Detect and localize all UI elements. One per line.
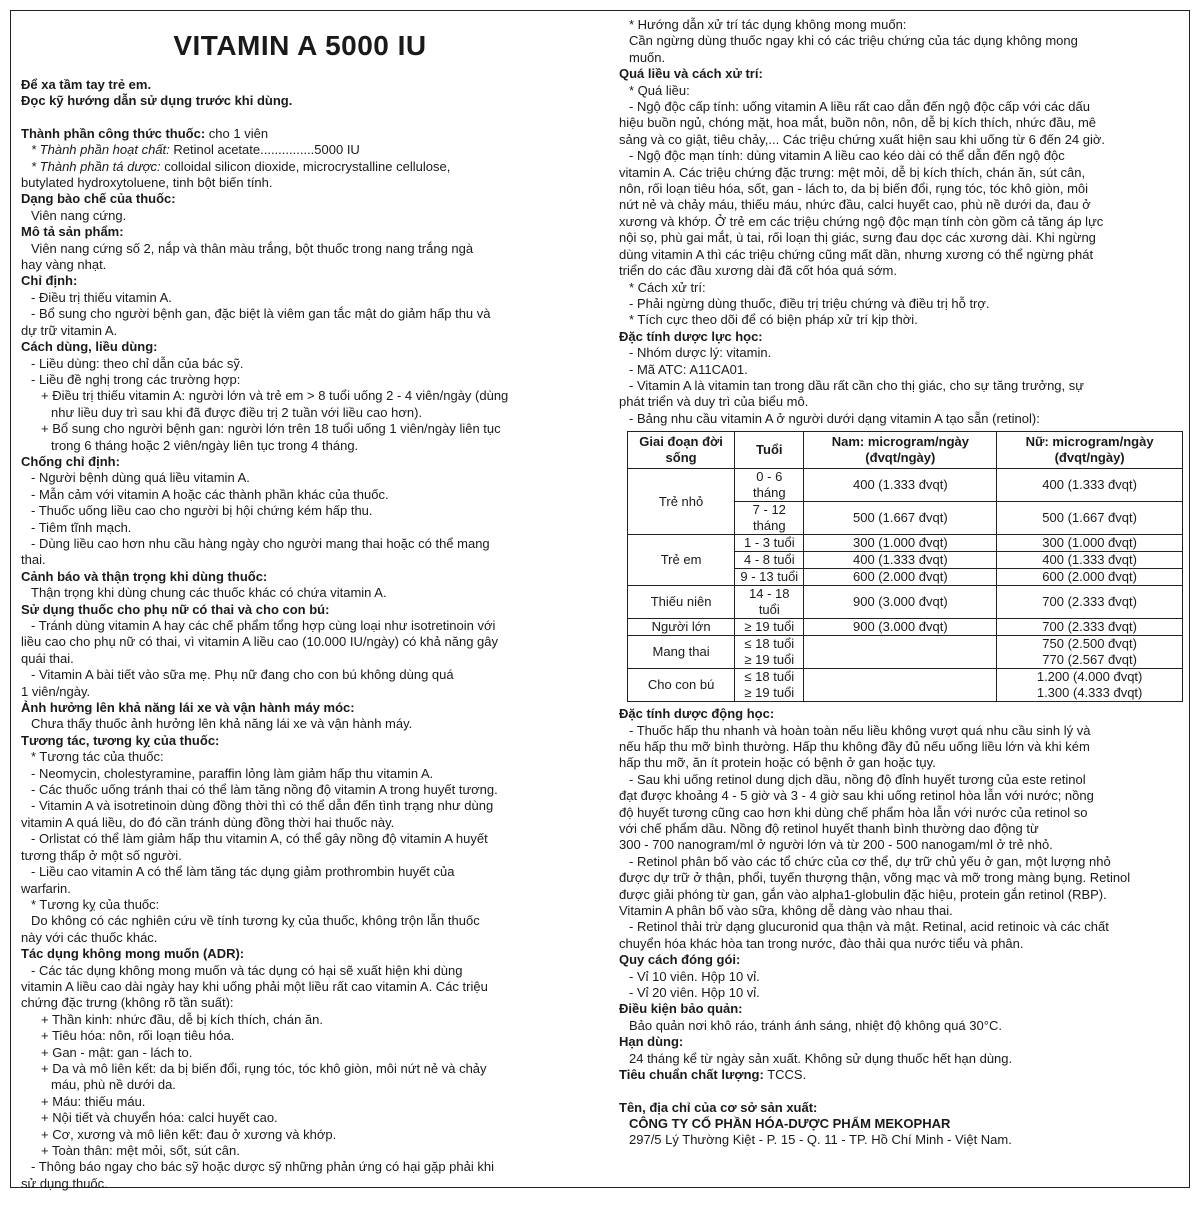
adr-management-subheading: * Hướng dẫn xử trí tác dụng không mong muốn:: [629, 17, 907, 32]
age-cell: 1 - 3 tuổi: [735, 535, 804, 552]
quality-standard-heading: Tiêu chuẩn chất lượng:: [619, 1067, 764, 1083]
female-cell: 300 (1.000 đvqt): [997, 535, 1183, 552]
adverse-effect-subitem: + Tiêu hóa: nôn, rối loạn tiêu hóa.: [41, 1028, 235, 1044]
pharmacokinetics-item-continued: hấp thu mỡ, ăn ít protein hoặc có bệnh ở gan hoặc tụy.: [619, 755, 936, 771]
pharmacodynamics-heading: Đặc tính dược lực học:: [619, 328, 763, 344]
header-stage: Giai đoạn đời sống: [628, 432, 735, 469]
treatment-item: * Tích cực theo dõi để có biện pháp xử trí kịp thời.: [629, 312, 918, 328]
pharmacokinetics-item: - Thuốc hấp thu nhanh và hoàn toàn nếu liều không vượt quá nhu cầu sinh lý và: [629, 722, 1091, 738]
left-column: [11, 11, 589, 1198]
dosage-form-heading: Dạng bào chế của thuốc:: [21, 191, 176, 207]
document-title: VITAMIN A 5000 IU: [173, 30, 427, 61]
indication-item: - Bổ sung cho người bệnh gan, đặc biệt là viêm gan tắc mật do giảm hấp thu và: [31, 306, 491, 322]
adverse-effect-subitem-continued: máu, phù nề dưới da.: [51, 1077, 176, 1093]
stage-cell: Trẻ nhỏ: [628, 469, 735, 535]
pharmacokinetics-heading: Đặc tính dược động học:: [619, 706, 775, 722]
age-value: ≤ 18 tuổi: [744, 669, 795, 685]
indications-heading: Chỉ định:: [21, 273, 78, 289]
shelf-life-text: 24 tháng kể từ ngày sản xuất. Không sử dụng thuốc hết hạn dùng.: [629, 1050, 1013, 1066]
female-cell: 700 (2.333 đvqt): [997, 586, 1183, 619]
composition-heading: Thành phần công thức thuốc:: [21, 125, 206, 141]
table-row: [628, 535, 1183, 552]
female-value: 770 (2.567 đvqt): [1042, 652, 1137, 668]
header-age: Tuổi: [735, 432, 804, 469]
adr-management-text: Cần ngừng dùng thuốc ngay khi có các triệu chứng của tác dụng không mong: [629, 33, 1078, 49]
interaction-item-continued: warfarin.: [21, 880, 71, 896]
overdose-heading: Quá liều và cách xử trí:: [619, 66, 763, 82]
female-cell: [997, 669, 1183, 702]
manufacturer-name: CÔNG TY CỔ PHẦN HÓA-DƯỢC PHẨM MEKOPHAR: [629, 1115, 951, 1131]
age-cell: ≥ 19 tuổi: [735, 619, 804, 636]
active-ingredient-value: Retinol acetate...............5000 IU: [169, 142, 360, 158]
age-cell: 0 - 6 tháng: [735, 469, 804, 502]
overdose-item-continued: nứt nẻ và chảy máu, thiếu máu, nhức đầu, calci huyết cao, phù nề dưới da, đau ở: [619, 197, 1091, 213]
quality-standard-value: TCCS.: [763, 1067, 807, 1083]
stage-cell: Thiếu niên: [628, 586, 735, 619]
adverse-effect-item-continued: sử dụng thuốc.: [21, 1175, 108, 1191]
overdose-item-continued: xương và khớp. Ở trẻ em các triệu chứng ngộ độc mạn tính còn gồm cả tăng áp lực: [619, 213, 1104, 229]
age-cell: [735, 636, 804, 669]
composition-line: [21, 126, 579, 142]
interaction-item: - Neomycin, cholestyramine, paraffin lỏng làm giảm hấp thu vitamin A.: [31, 765, 434, 781]
pharmacokinetics-item-continued: độ huyết tương cũng cao hơn khi dùng chế phẩm hòa lẫn với nước của retinol so: [619, 804, 1088, 820]
female-cell: 500 (1.667 đvqt): [997, 502, 1183, 535]
interaction-item-continued: vitamin A quá liều, do đó cần tránh dùng đồng thời hai thuốc này.: [21, 814, 395, 830]
table-row: [628, 636, 1183, 669]
male-cell: 600 (2.000 đvqt): [804, 569, 997, 586]
contraindication-item-continued: thai.: [21, 552, 46, 568]
pharmacokinetics-item-continued: với chế phẩm dầu. Nồng độ retinol huyết thanh bình thường dao động từ: [619, 821, 1039, 836]
incompatibility-text-continued: này với các thuốc khác.: [21, 929, 158, 945]
contraindication-item: - Tiêm tĩnh mạch.: [31, 519, 132, 535]
pharmacokinetics-item-continued: được giải phóng từ gan, gắn vào alpha1-globulin đặc hiệu, protein gắn retinol (RBP).: [619, 886, 1107, 902]
female-value: 1.300 (4.333 đvqt): [1036, 685, 1143, 701]
table-row: [628, 619, 1183, 636]
treatment-item: - Phải ngừng dùng thuốc, điều trị triệu chứng và điều trị hỗ trợ.: [629, 295, 990, 311]
dosage-subitem: + Bổ sung cho người bệnh gan: người lớn trên 18 tuổi uống 1 viên/ngày liên tục: [41, 421, 501, 437]
adverse-effect-subitem: + Thần kinh: nhức đầu, dễ bị kích thích, chán ăn.: [41, 1011, 324, 1027]
excipient-label: * Thành phần tá dược:: [31, 158, 161, 174]
stage-cell: Trẻ em: [628, 535, 735, 586]
pharmacokinetics-item-continued: đạt được khoảng 4 - 5 giờ và 3 - 4 giờ sau khi uống retinol hòa lẫn với nước; nồng: [619, 788, 1094, 804]
pregnancy-item-continued: liều cao cho phụ nữ có thai, vì vitamin A liều cao (10.000 IU/ngày) có khả năng gây: [21, 634, 498, 650]
adverse-effects-heading: Tác dụng không mong muốn (ADR):: [21, 946, 245, 962]
male-cell: [804, 669, 997, 702]
interactions-subheading: * Tương tác của thuốc:: [31, 749, 164, 765]
pregnancy-item-continued: quái thai.: [21, 650, 74, 666]
age-value: ≥ 19 tuổi: [744, 652, 795, 668]
manufacturer-heading: Tên, địa chỉ của cơ sở sản xuất:: [619, 1099, 818, 1115]
male-cell: 900 (3.000 đvqt): [804, 619, 997, 636]
incompatibility-subheading: * Tương kỵ của thuốc:: [31, 896, 160, 912]
description-text: Viên nang cứng số 2, nắp và thân màu trắng, bột thuốc trong nang trắng ngà: [31, 240, 474, 256]
indication-item-continued: dự trữ vitamin A.: [21, 322, 118, 338]
adverse-effect-item-continued: vitamin A liều cao dài ngày hay khi uống phải một liều rất cao vitamin A. Các triệu: [21, 978, 488, 994]
female-cell: 400 (1.333 đvqt): [997, 469, 1183, 502]
male-cell: 300 (1.000 đvqt): [804, 535, 997, 552]
pharmacodynamics-item: - Bảng nhu cầu vitamin A ở người dưới dạng vitamin A tạo sẵn (retinol):: [629, 410, 1040, 426]
interaction-item-continued: tương thấp ở một số người.: [21, 847, 182, 863]
pharmacokinetics-item-continued: Vitamin A phân bố vào sữa, không dễ dàng vào nhau thai.: [619, 903, 953, 919]
table-row: [628, 469, 1183, 502]
active-ingredient-line: [21, 142, 579, 158]
overdose-item-continued: vitamin A. Các triệu chứng đặc trưng: mệt mỏi, dễ bị kích thích, chán ăn, sút cân,: [619, 164, 1086, 180]
adverse-effect-item: - Các tác dụng không mong muốn và tác dụng có hại sẽ xuất hiện khi dùng: [31, 962, 463, 978]
male-cell: 500 (1.667 đvqt): [804, 502, 997, 535]
dosage-subitem: + Điều trị thiếu vitamin A: người lớn và trẻ em > 8 tuổi uống 2 - 4 viên/ngày (dùng: [41, 388, 509, 404]
table-row: [628, 586, 1183, 619]
adverse-effect-item-continued: chứng đặc trưng (không rõ tần suất):: [21, 995, 234, 1011]
adverse-effect-subitem: + Toàn thân: mệt mỏi, sốt, sút cân.: [41, 1143, 240, 1158]
adverse-effect-subitem: + Gan - mật: gan - lách to.: [41, 1044, 193, 1060]
contraindications-heading: Chống chỉ định:: [21, 453, 120, 469]
contraindication-item: - Dùng liều cao hơn nhu cầu hàng ngày cho người mang thai hoặc có thể mang: [31, 535, 490, 551]
age-cell: 7 - 12 tháng: [735, 502, 804, 535]
female-cell: [997, 636, 1183, 669]
contraindication-item: - Thuốc uống liều cao cho người bị hội chứng kém hấp thu.: [31, 503, 373, 519]
interaction-item: - Vitamin A và isotretinoin dùng đồng thời thì có thể dẫn đến tình trạng như dùng: [31, 798, 494, 814]
pharmacodynamics-item: - Nhóm dược lý: vitamin.: [629, 345, 772, 361]
excipient-line: [21, 159, 579, 175]
manufacturer-address: 297/5 Lý Thường Kiệt - P. 15 - Q. 11 - TP. Hồ Chí Minh - Việt Nam.: [629, 1132, 1012, 1148]
contraindication-item: - Mẫn cảm với vitamin A hoặc các thành phần khác của thuốc.: [31, 486, 389, 502]
age-cell: 4 - 8 tuổi: [735, 552, 804, 569]
storage-heading: Điều kiện bảo quản:: [619, 1001, 743, 1017]
pharmacokinetics-item: - Retinol phân bố vào các tổ chức của cơ thể, dự trữ chủ yếu ở gan, một lượng nhỏ: [629, 853, 1111, 869]
age-cell: 14 - 18 tuổi: [735, 586, 804, 619]
stage-cell: Mang thai: [628, 636, 735, 669]
dosage-subitem-continued: trong 6 tháng hoặc 2 viên/ngày liên tục trong 4 tháng.: [51, 437, 359, 453]
overdose-item-continued: nôn, rối loạn tiêu hóa, sốt, gan - lách to, da bị biến đổi, rụng tóc, tóc khô giòn, môi: [619, 181, 1089, 197]
stage-cell: Cho con bú: [628, 669, 735, 702]
interaction-item: - Các thuốc uống tránh thai có thể làm tăng nồng độ vitamin A trong huyết tương.: [31, 782, 498, 798]
caution-heading: Cảnh báo và thận trọng khi dùng thuốc:: [21, 568, 268, 584]
female-value: 1.200 (4.000 đvqt): [1036, 669, 1143, 685]
overdose-item: - Ngộ độc mạn tính: dùng vitamin A liều cao kéo dài có thể dẫn đến ngộ độc: [629, 148, 1065, 164]
female-cell: 600 (2.000 đvqt): [997, 569, 1183, 586]
dosage-heading: Cách dùng, liều dùng:: [21, 339, 158, 355]
adverse-effect-item: - Thông báo ngay cho bác sỹ hoặc dược sỹ những phản ứng có hại gặp phải khi: [31, 1159, 494, 1175]
adr-management-text-continued: muốn.: [629, 49, 666, 65]
header-male: Nam: microgram/ngày (đvqt/ngày): [804, 432, 997, 469]
shelf-life-heading: Hạn dùng:: [619, 1034, 684, 1050]
excipient-value: colloidal silicon dioxide, microcrystalline cellulose,: [160, 158, 451, 174]
contraindication-item: - Người bệnh dùng quá liều vitamin A.: [31, 470, 250, 486]
table-header-row: [628, 432, 1183, 469]
active-ingredient-label: * Thành phần hoạt chất:: [31, 142, 170, 158]
female-cell: 700 (2.333 đvqt): [997, 619, 1183, 636]
incompatibility-text: Do không có các nghiên cứu về tính tương kỵ của thuốc, không trộn lẫn thuốc: [31, 913, 480, 929]
overdose-item-continued: dùng vitamin A thì các triệu chứng cũng mất dần, nhưng xương có thể ngừng phát: [619, 246, 1094, 262]
pharmacodynamics-item-continued: phát triển và duy trì của biểu mô.: [619, 394, 809, 410]
leaflet-page: [10, 10, 1190, 1191]
age-value: ≥ 19 tuổi: [744, 685, 795, 701]
dosage-subitem-continued: như liều duy trì sau khi đã được điều trị 2 tuần với liều cao hơn).: [51, 404, 423, 420]
interaction-item: - Liều cao vitamin A có thể làm tăng tác dụng giảm prothrombin huyết của: [31, 864, 455, 880]
pregnancy-item: - Vitamin A bài tiết vào sữa mẹ. Phụ nữ đang cho con bú không dùng quá: [31, 667, 454, 683]
treatment-subheading: * Cách xử trí:: [629, 279, 706, 295]
male-cell: [804, 636, 997, 669]
right-column: [609, 11, 1187, 1155]
indication-item: - Điều trị thiếu vitamin A.: [31, 289, 172, 305]
male-cell: 900 (3.000 đvqt): [804, 586, 997, 619]
overdose-item-continued: hiệu buồn ngủ, chóng mặt, hoa mắt, buồn nôn, nôn, dễ bị kích thích, nhức đầu, mê: [619, 115, 1097, 131]
pharmacokinetics-item-continued: chuyển hóa khác hòa tan trong nước, đào thải qua nước tiểu và phân.: [619, 935, 1024, 951]
excipient-continued: butylated hydroxytoluene, tinh bột biến tính.: [21, 175, 273, 191]
overdose-item: - Ngộ độc cấp tính: uống vitamin A liều rất cao dẫn đến ngộ độc cấp với các dấu: [629, 99, 1090, 115]
age-value: ≤ 18 tuổi: [744, 636, 795, 652]
pregnancy-item-continued: 1 viên/ngày.: [21, 683, 91, 699]
overdose-item-continued: nội sọ, phù gai mắt, ù tai, rối loạn thị giác, sưng đau dọc các xương dài. Khi ngừng: [619, 230, 1096, 246]
packaging-item: - Vỉ 10 viên. Hộp 10 vỉ.: [629, 968, 760, 984]
description-text-continued: hay vàng nhạt.: [21, 257, 107, 273]
packaging-item: - Vỉ 20 viên. Hộp 10 vỉ.: [629, 985, 760, 1001]
adverse-effect-subitem: + Cơ, xương và mô liên kết: đau ở xương và khớp.: [41, 1126, 337, 1142]
dosage-item: - Liều đề nghị trong các trường hợp:: [31, 371, 241, 387]
storage-text: Bảo quản nơi khô ráo, tránh ánh sáng, nhiệt độ không quá 30°C.: [629, 1017, 1002, 1033]
adverse-effect-subitem: + Nội tiết và chuyển hóa: calci huyết cao.: [41, 1110, 278, 1126]
vitamin-a-requirements-table: [627, 431, 1183, 702]
pharmacodynamics-item: - Vitamin A là vitamin tan trong dầu rất cần cho thị giác, cho sự tăng trưởng, sự: [629, 377, 1084, 393]
age-cell: 9 - 13 tuổi: [735, 569, 804, 586]
interactions-heading: Tương tác, tương kỵ của thuốc:: [21, 732, 220, 748]
interaction-item: - Orlistat có thể làm giảm hấp thu vitamin A, có thể gây nồng độ vitamin A huyết: [31, 831, 488, 847]
driving-heading: Ảnh hưởng lên khả năng lái xe và vận hành máy móc:: [21, 700, 355, 716]
adverse-effect-subitem: + Da và mô liên kết: da bị biến đổi, rụng tóc, tóc khô giòn, môi nứt nẻ và chảy: [41, 1060, 487, 1076]
table-row: [628, 669, 1183, 702]
dosage-form-value: Viên nang cứng.: [31, 207, 127, 223]
warning-read-instructions: Đọc kỹ hướng dẫn sử dụng trước khi dùng.: [21, 93, 293, 109]
pharmacodynamics-item: - Mã ATC: A11CA01.: [629, 361, 748, 377]
caution-text: Thận trọng khi dùng chung các thuốc khác có chứa vitamin A.: [31, 585, 387, 601]
pharmacokinetics-item-continued: nếu hấp thu mỡ bình thường. Hấp thu không đầy đủ nếu uống liều lớn và khi kém: [619, 738, 1090, 754]
pharmacokinetics-item: - Retinol thải trừ dạng glucuronid qua thận và mật. Retinal, acid retinoic và các chất: [629, 919, 1109, 935]
overdose-item-continued: triển do các đầu xương dài đã cốt hóa quá sớm.: [619, 263, 897, 279]
packaging-heading: Quy cách đóng gói:: [619, 952, 741, 968]
composition-value: cho 1 viên: [205, 125, 269, 141]
header-female: Nữ: microgram/ngày (đvqt/ngày): [997, 432, 1183, 469]
overdose-subheading: * Quá liều:: [629, 82, 690, 98]
female-cell: 400 (1.333 đvqt): [997, 552, 1183, 569]
quality-standard-line: [619, 1067, 1177, 1083]
warning-children: Để xa tầm tay trẻ em.: [21, 77, 152, 92]
pharmacokinetics-item: - Sau khi uống retinol dung dịch dầu, nồng độ đỉnh huyết tương của este retinol: [629, 771, 1086, 787]
description-heading: Mô tả sản phẩm:: [21, 224, 124, 240]
driving-text: Chưa thấy thuốc ảnh hưởng lên khả năng lái xe và vận hành máy.: [31, 716, 413, 732]
male-cell: 400 (1.333 đvqt): [804, 469, 997, 502]
dosage-item: - Liều dùng: theo chỉ dẫn của bác sỹ.: [31, 355, 244, 371]
pregnancy-item: - Tránh dùng vitamin A hay các chế phẩm tổng hợp cùng loại như isotretinoin với: [31, 618, 496, 633]
age-cell: [735, 669, 804, 702]
male-cell: 400 (1.333 đvqt): [804, 552, 997, 569]
stage-cell: Người lớn: [628, 619, 735, 636]
overdose-item-continued: sảng và co giật, tiêu chảy,... Các triệu chứng xuất hiện sau khi uống từ 6 đến 24 giờ.: [619, 131, 1106, 147]
adverse-effect-subitem: + Máu: thiếu máu.: [41, 1093, 146, 1109]
pharmacokinetics-item-continued: được dự trữ ở thận, phổi, tuyến thượng thận, võng mạc và mỡ trong màng bụng. Retinol: [619, 870, 1131, 886]
female-value: 750 (2.500 đvqt): [1042, 636, 1137, 652]
pharmacokinetics-item-continued: 300 - 700 nanogram/ml ở người lớn và từ 200 - 500 nanogam/ml ở trẻ nhỏ.: [619, 837, 1053, 853]
pregnancy-heading: Sử dụng thuốc cho phụ nữ có thai và cho con bú:: [21, 601, 330, 617]
